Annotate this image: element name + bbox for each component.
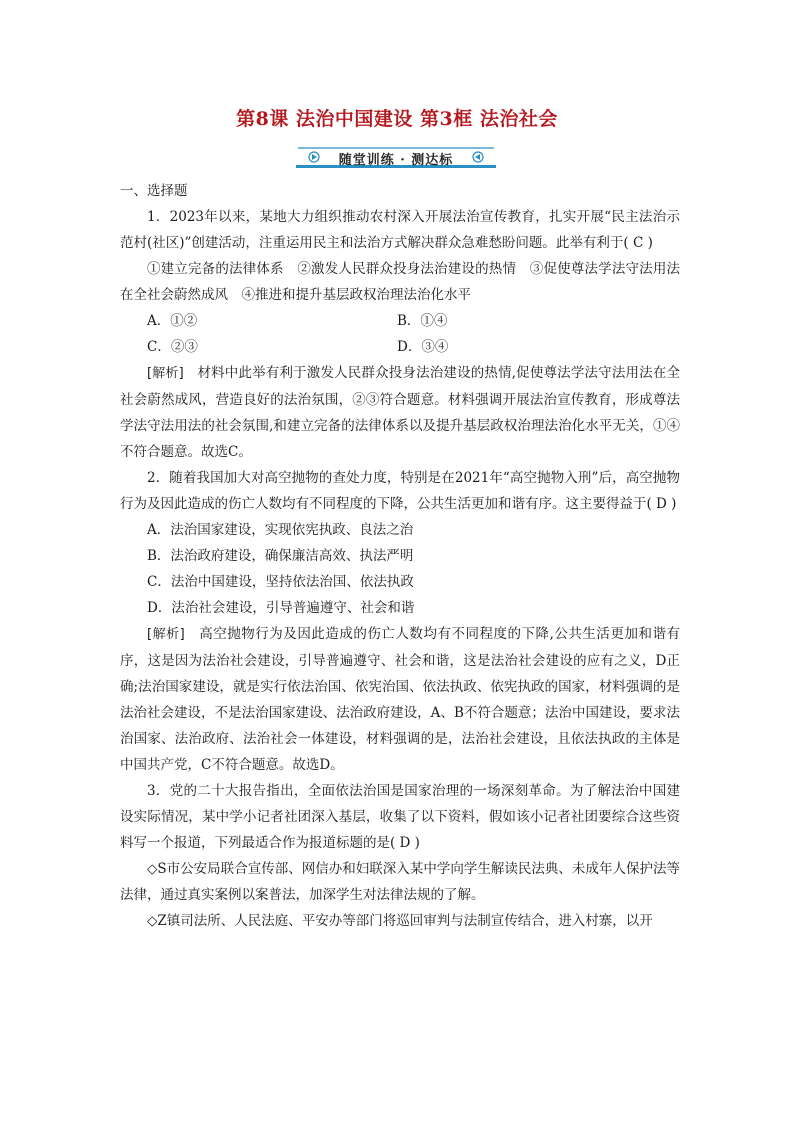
q3-stem: 3．党的二十大报告指出，全面依法治国是国家治理的一场深刻革命。为了解法治中国建设实际情况，某中学小记者社团深入基层，收集了以下资料，假如该小记者社团要综合这些资料写一个报道，下列最适合作为报道标题的是( D )	[120, 783, 680, 851]
q3-item-2: ◇Z镇司法所、人民法庭、平安办等部门将巡回审判与法制宣传结合，进入村寨，以开	[147, 913, 653, 929]
q2-option-a: A．法治国家建设，实现依宪执政、良法之治	[147, 522, 414, 538]
q1-stem: 1．2023年以来，某地大力组织推动农村深入开展法治宣传教育，扎实开展“民主法治示范村(社区)”创建活动，注重运用民主和法治方式解决群众急难愁盼问题。此举有利于( C )	[120, 209, 680, 251]
q1-analysis	[120, 360, 680, 465]
q1-statements: ①建立完备的法律体系 ②激发人民群众投身法治建设的热情 ③促使尊法学法守法用法在全社会蔚然成风 ④推进和提升基层政权治理法治化水平	[120, 261, 680, 303]
q1-analysis-text: 材料中此举有利于激发人民群众投身法治建设的热情,促使尊法学法守法用法在全社会蔚然成风，营造良好的法治氛围，②③符合题意。材料强调开展法治宣传教育，形成尊法学法守法用法的社会氛围,和建立完备的法律体系以及提升基层政权治理法治化水平无关，①④不符合题意。故选C。	[120, 365, 680, 460]
q1-option-c: C．②③	[147, 339, 198, 355]
q1-option-a: A．①②	[147, 313, 198, 329]
q2-option-c: C．法治中国建设，坚持依法治国、依法执政	[147, 574, 414, 590]
q2-analysis	[120, 621, 680, 778]
q1-option-d: D．③④	[397, 339, 449, 355]
q2-option-b: B．法治政府建设，确保廉洁高效、执法严明	[147, 548, 414, 564]
analysis-tag: [解析]	[147, 366, 184, 381]
section-banner	[296, 145, 496, 169]
q2-stem: 2．随着我国加大对高空抛物的查处力度，特别是在2021年“高空抛物入刑”后，高空抛物行为及因此造成的伤亡人数均有不同程度的下降，公共生活更加和谐有序。这主要得益于( D )	[120, 470, 680, 512]
q1-option-b: B．①④	[397, 313, 448, 329]
lesson-title: 第8课 法治中国建设 第3框 法治社会	[236, 108, 558, 130]
q2-option-d: D．法治社会建设，引导普遍遵守、社会和谐	[147, 600, 415, 616]
q3-item-1: ◇S市公安局联合宣传部、网信办和妇联深入某中学向学生解读民法典、未成年人保护法等法律，通过真实案例以案普法，加深学生对法律法规的了解。	[120, 861, 680, 903]
q1-options-row2	[120, 334, 680, 360]
q1-options-row1	[120, 308, 680, 334]
analysis-tag: [解析]	[147, 627, 185, 642]
question-content	[120, 178, 680, 934]
banner-title: 随堂训练 · 测达标	[338, 153, 454, 168]
section-heading: 一、选择题	[120, 183, 188, 199]
q2-analysis-text: 高空抛物行为及因此造成的伤亡人数均有不同程度的下降,公共生活更加和谐有序，这是因为法治社会建设，引导普遍遵守、社会和谐，这是法治社会建设的应有之义，D正确;法治国家建设，就是实行依法治国、依宪治国、依法执政、依宪执政的国家，材料强调的是法治社会建设，不是法治国家建设、法治政府建设，A、B不符合题意；法治中国建设，要求法治国家、法治政府、法治社会一体建设，材料强调的是，法治社会建设，且依法执政的主体是中国共产党，C不符合题意。故选D。	[120, 626, 680, 773]
